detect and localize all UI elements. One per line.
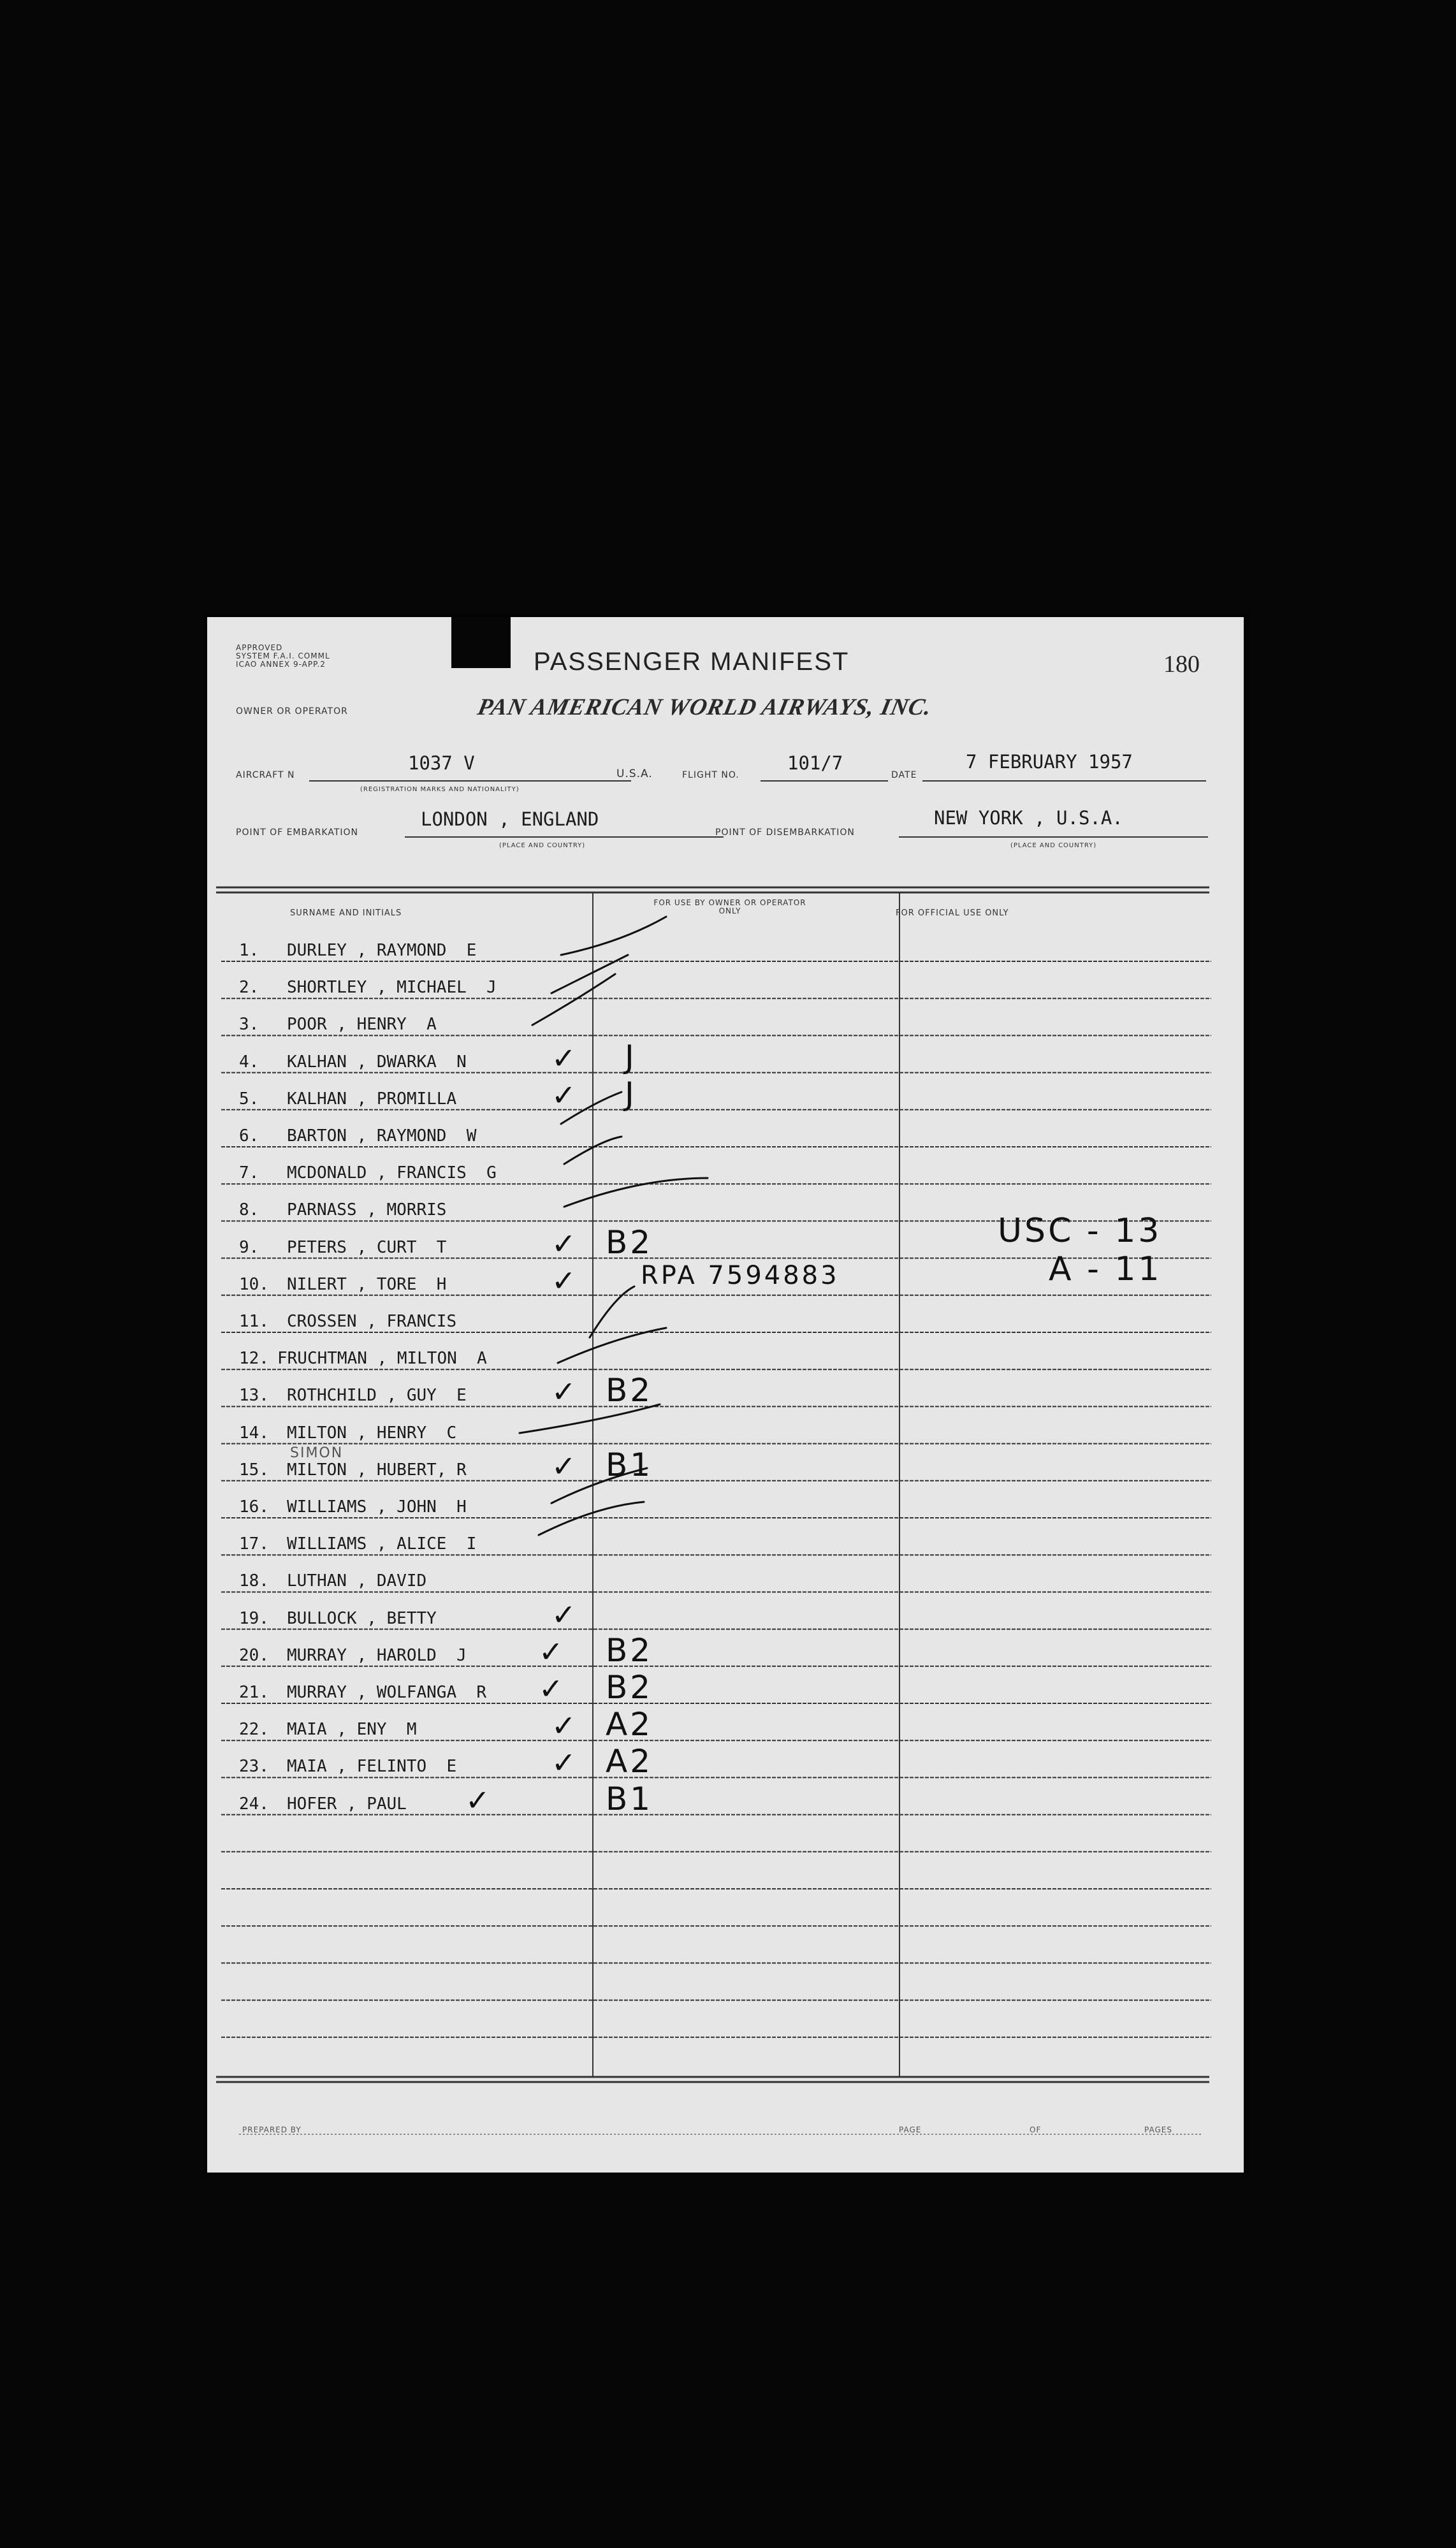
names-column-header: SURNAME AND INITIALS xyxy=(290,908,402,918)
flight-label: FLIGHT NO. xyxy=(682,770,739,780)
passenger-name: WILLIAMS , JOHN H xyxy=(287,1497,467,1517)
check-mark: ✓ xyxy=(539,1634,564,1669)
check-mark: ✓ xyxy=(551,1077,576,1112)
passenger-name: MAIA , FELINTO E xyxy=(287,1757,457,1777)
passenger-name: SHORTLEY , MICHAEL J xyxy=(287,978,497,998)
row-number: 5. xyxy=(239,1089,259,1109)
row-number: 11. xyxy=(239,1312,269,1331)
visa-class-code: B2 xyxy=(606,1223,653,1261)
check-mark: ✓ xyxy=(465,1782,490,1817)
approval-line: ICAO ANNEX 9-APP.2 xyxy=(236,660,326,669)
row-number: 24. xyxy=(239,1794,269,1814)
check-mark: ✓ xyxy=(551,1263,576,1298)
passenger-name: MILTON , HUBERT, R xyxy=(287,1460,467,1480)
passenger-name: POOR , HENRY A xyxy=(287,1015,437,1035)
prepared-by-label: PREPARED BY xyxy=(242,2125,302,2134)
manifest-sheet xyxy=(207,617,1244,2173)
page-label: PAGE xyxy=(899,2125,922,2134)
row-number: 23. xyxy=(239,1757,269,1777)
tick-stroke xyxy=(590,1286,634,1337)
official-note: A - 11 xyxy=(1049,1250,1162,1288)
visa-class-code: B2 xyxy=(606,1631,653,1669)
disembarkation-value: NEW YORK , U.S.A. xyxy=(934,807,1123,829)
embarkation-caption: (PLACE AND COUNTRY) xyxy=(499,842,586,849)
aircraft-label: AIRCRAFT N xyxy=(236,770,295,780)
visa-class-code: J xyxy=(625,1038,637,1075)
embarkation-value: LONDON , ENGLAND xyxy=(421,808,599,830)
check-mark: ✓ xyxy=(551,1708,576,1744)
tick-stroke xyxy=(558,1328,666,1363)
page-title: PASSENGER MANIFEST xyxy=(534,648,850,676)
official-use-column-header: FOR OFFICIAL USE ONLY xyxy=(896,908,1009,918)
approval-line: SYSTEM F.A.I. COMML xyxy=(236,652,330,660)
visa-class-code: A2 xyxy=(606,1743,653,1780)
passenger-name: KALHAN , PROMILLA xyxy=(287,1089,457,1109)
row-number: 17. xyxy=(239,1534,269,1554)
passenger-name: DURLEY , RAYMOND E xyxy=(287,941,477,960)
passenger-name: BULLOCK , BETTY xyxy=(287,1608,437,1628)
passenger-name: MURRAY , WOLFANGA R xyxy=(287,1683,487,1702)
passenger-name: ROTHCHILD , GUY E xyxy=(287,1386,467,1406)
row-number: 9. xyxy=(239,1237,259,1257)
official-note: USC - 13 xyxy=(998,1212,1162,1250)
row-number: 20. xyxy=(239,1645,269,1665)
tick-stroke xyxy=(561,917,666,955)
owner-label: OWNER OR OPERATOR xyxy=(236,706,348,717)
row-number: 8. xyxy=(239,1200,259,1220)
date-value: 7 FEBRUARY 1957 xyxy=(966,751,1133,773)
passenger-name: MILTON , HENRY C xyxy=(287,1423,457,1443)
passenger-name: CROSSEN , FRANCIS xyxy=(287,1312,457,1331)
passenger-name: HOFER , PAUL xyxy=(287,1794,407,1814)
disembarkation-caption: (PLACE AND COUNTRY) xyxy=(1010,842,1097,849)
visa-class-code: B1 xyxy=(606,1780,653,1817)
row-number: 7. xyxy=(239,1163,259,1183)
passenger-name: NILERT , TORE H xyxy=(287,1274,447,1294)
row-number: 12. xyxy=(239,1349,269,1369)
row-number: 18. xyxy=(239,1571,269,1591)
row-number: 13. xyxy=(239,1386,269,1406)
registration-caption: (REGISTRATION MARKS AND NATIONALITY) xyxy=(360,786,520,793)
approval-line: APPROVED xyxy=(236,643,283,652)
visa-class-code: A2 xyxy=(606,1706,653,1744)
check-mark: ✓ xyxy=(551,1040,576,1075)
passenger-name: MCDONALD , FRANCIS G xyxy=(287,1163,497,1183)
owner-value: PAN AMERICAN WORLD AIRWAYS, INC. xyxy=(475,694,935,720)
visa-class-code: RPA 7594883 xyxy=(641,1260,840,1290)
passenger-name: LUTHAN , DAVID xyxy=(287,1571,427,1591)
visa-class-code: B2 xyxy=(606,1669,653,1706)
passenger-name: PARNASS , MORRIS xyxy=(287,1200,447,1220)
flight-value: 101/7 xyxy=(787,752,843,774)
row-number: 15. xyxy=(239,1460,269,1480)
disembarkation-label: POINT OF DISEMBARKATION xyxy=(715,827,855,838)
aircraft-value: 1037 V xyxy=(408,752,475,774)
row-number: 1. xyxy=(239,941,259,960)
check-mark: ✓ xyxy=(551,1374,576,1409)
check-mark: ✓ xyxy=(539,1671,564,1706)
check-mark: ✓ xyxy=(551,1226,576,1261)
visa-class-code: J xyxy=(625,1075,637,1112)
passenger-name: MAIA , ENY M xyxy=(287,1720,417,1740)
passenger-name: FRUCHTMAN , MILTON A xyxy=(277,1349,487,1369)
passenger-name: WILLIAMS , ALICE I xyxy=(287,1534,477,1554)
owner-use-column-header: FOR USE BY OWNER OR OPERATOR ONLY xyxy=(653,898,806,915)
date-label: DATE xyxy=(891,770,917,780)
passenger-name: MURRAY , HAROLD J xyxy=(287,1645,467,1665)
tick-stroke xyxy=(564,1178,708,1207)
pages-label: PAGES xyxy=(1144,2125,1172,2134)
check-mark: ✓ xyxy=(551,1745,576,1780)
row-number: 16. xyxy=(239,1497,269,1517)
row-number: 2. xyxy=(239,978,259,998)
handwritten-correction: SIMON xyxy=(290,1445,344,1461)
row-number: 10. xyxy=(239,1274,269,1294)
row-number: 3. xyxy=(239,1015,259,1035)
passenger-name: BARTON , RAYMOND W xyxy=(287,1126,477,1146)
row-number: 22. xyxy=(239,1720,269,1740)
visa-class-code: B1 xyxy=(606,1446,653,1483)
visa-class-code: B2 xyxy=(606,1372,653,1409)
page-number: 180 xyxy=(1163,651,1200,678)
row-number: 6. xyxy=(239,1126,259,1146)
of-label: OF xyxy=(1030,2125,1042,2134)
check-mark: ✓ xyxy=(551,1597,576,1632)
embarkation-label: POINT OF EMBARKATION xyxy=(236,827,359,838)
check-mark: ✓ xyxy=(551,1448,576,1483)
row-number: 14. xyxy=(239,1423,269,1443)
passenger-name: KALHAN , DWARKA N xyxy=(287,1052,467,1072)
row-number: 19. xyxy=(239,1608,269,1628)
nationality: U.S.A. xyxy=(616,768,653,780)
row-number: 21. xyxy=(239,1683,269,1702)
row-number: 4. xyxy=(239,1052,259,1072)
passenger-name: PETERS , CURT T xyxy=(287,1237,447,1257)
